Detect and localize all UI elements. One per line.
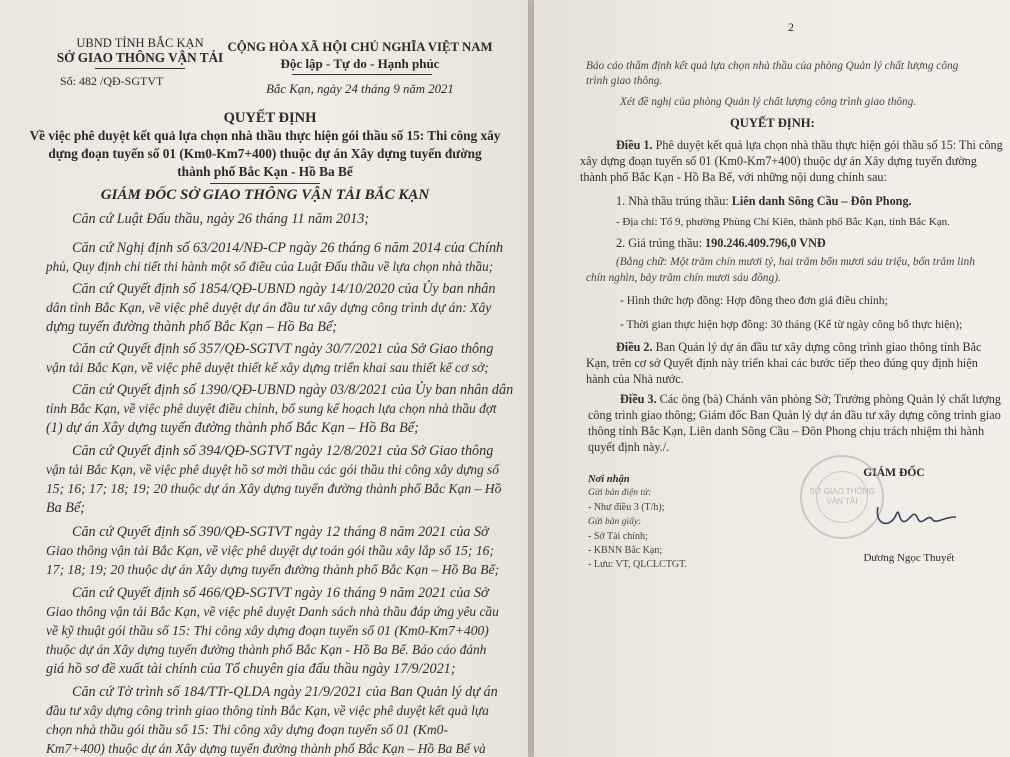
- body-line: Giao thông vận tải Bắc Kạn, về việc phê duyệt dự toán gói thầu xây lắp số 15; 16;: [46, 543, 494, 558]
- signer-title: GIÁM ĐỐC: [863, 466, 925, 479]
- recipient-item: - Như điều 3 (T/h);: [588, 502, 665, 513]
- article1-line: thành phố Bắc Kạn - Hồ Ba Bể, với những nội dung chính sau:: [580, 170, 887, 184]
- top-line: Báo cáo thẩm định kết quả lựa chọn nhà thầu của phòng Quản lý chất lượng công: [586, 60, 959, 72]
- recipients-title: Nơi nhận: [588, 474, 630, 485]
- top-line: Xét đề nghị của phòng Quản lý chất lượng công trình giao thông.: [620, 96, 917, 108]
- body-line: giá hồ sơ đề xuất tài chính của Tổ chuyên gia đấu thầu ngày 17/9/2021;: [46, 661, 456, 677]
- subject-line1: Về việc phê duyệt kết quả lựa chọn nhà thầu thực hiện gói thầu số 15: Thi công xây: [29, 128, 501, 143]
- issuer: GIÁM ĐỐC SỞ GIAO THÔNG VẬN TẢI BẮC KẠN: [100, 187, 430, 203]
- body-line: Căn cứ Nghị định số 63/2014/NĐ-CP ngày 26 tháng 6 năm 2014 của Chính: [72, 240, 504, 256]
- body-line: (1) dự án Xây dựng tuyến đường thành phố Bắc Kạn – Hồ Ba Bể;: [46, 420, 419, 436]
- article2-line: Ban Quản lý dự án đầu tư xây dựng công trình giao thông tỉnh Bắc: [652, 340, 982, 354]
- article3-line: quyết định này./.: [588, 440, 670, 454]
- body-line: 15; 16; 17; 18; 19; 20 thuộc dự án Xây dựng tuyến đường thành phố Bắc Kạn – Hồ: [46, 481, 502, 496]
- contract-form: - Hình thức hợp đồng: Hợp đồng theo đơn giá điều chỉnh;: [620, 294, 888, 307]
- body-line: về kỹ thuật gói thầu số 15: Thi công xây dựng đoạn tuyến số 01 (Km0-Km7+400): [46, 623, 489, 638]
- price-in-words: chín nghìn, bảy trăm chín mươi sáu đồng).: [586, 272, 781, 284]
- nation-title: CỘNG HÒA XÃ HỘI CHỦ NGHĨA VIỆT NAM: [227, 40, 493, 54]
- top-line: trình giao thông.: [586, 75, 663, 87]
- stamp-text: SỞ GIAO THÔNG VẬN TẢI: [809, 487, 875, 506]
- agency-line2: SỞ GIAO THÔNG VẬN TẢI: [56, 50, 224, 65]
- recipient-item: Gửi bản điện tử:: [588, 488, 652, 498]
- decide-title: QUYẾT ĐỊNH:: [730, 116, 815, 130]
- recipient-item: - Sở Tài chính;: [588, 531, 648, 542]
- body-line: đầu tư xây dựng công trình giao thông tỉnh Bắc Kạn, về việc phê duyệt kết quả lựa: [46, 703, 489, 718]
- motto: Độc lập - Tự do - Hạnh phúc: [280, 56, 440, 71]
- body-line: 17; 18; 19; 20 thuộc dự án Xây dựng tuyến đường thành phố Bắc Kạn – Hồ Ba Bể;: [46, 562, 500, 577]
- body-line: Ba Bể;: [46, 500, 85, 516]
- body-line: Giao thông vận tải Bắc Kạn, về việc phê duyệt Danh sách nhà thầu đáp ứng yêu cầu: [46, 604, 499, 619]
- subject-line2: dựng đoạn tuyến số 01 (Km0-Km7+400) thuộc dự án Xây dựng tuyến đường: [48, 146, 482, 161]
- signature-icon: [870, 495, 960, 535]
- signer-name: Dương Ngọc Thuyết: [863, 552, 955, 564]
- body-line: vận tải Bắc Kạn, về việc phê duyệt hồ sơ mời thầu các gói thầu thi công xây dựng số: [46, 462, 499, 477]
- article1-label: Điều 1.: [616, 138, 653, 152]
- doc-type: QUYẾT ĐỊNH: [223, 110, 317, 126]
- body-line: Căn cứ Quyết định số 1854/QĐ-UBND ngày 14/10/2020 của Ủy ban nhân: [72, 281, 496, 297]
- article1-line: xây dựng đoạn tuyến số 01 (Km0-Km7+400) thuộc dự án Xây dựng tuyến đường: [580, 154, 977, 168]
- body-line: Căn cứ Quyết định số 394/QĐ-SGTVT ngày 12/8/2021 của Sở Giao thông: [72, 443, 494, 459]
- body-line: Căn cứ Quyết định số 390/QĐ-SGTVT ngày 12 tháng 8 năm 2021 của Sở: [72, 524, 489, 540]
- body-line: thuộc dự án Xây dựng tuyến đường thành phố Bắc Kạn - Hồ Ba Bể. Báo cáo đánh: [46, 642, 487, 657]
- article1-line: Phê duyệt kết quả lựa chọn nhà thầu thực hiện gói thầu số 15: Thi công: [652, 138, 1003, 152]
- article3-line: thông tỉnh Bắc Kạn, Liên danh Sông Cầu – Đôn Phong chịu trách nhiệm thi hành: [588, 424, 985, 438]
- subject-line3: thành phố Bắc Kạn - Hồ Ba Bể: [177, 164, 353, 179]
- body-line: Căn cứ Luật Đấu thầu, ngày 26 tháng 11 năm 2013;: [72, 211, 370, 227]
- doc-number: Số: 482 /QĐ-SGTVT: [60, 74, 164, 88]
- right-page: [534, 0, 1010, 757]
- body-line: phủ, Quy định chi tiết thi hành một số điều của Luật Đấu thầu về lựa chọn nhà thầu;: [46, 259, 494, 274]
- article3-line: công trình giao thông; Giám đốc Ban Quản lý dự án đầu tư xây dựng công trình giao: [588, 408, 1001, 422]
- body-line: chọn nhà thầu gói thầu số 15: Thi công xây dựng đoạn tuyến số 01 (Km0-: [46, 722, 448, 737]
- body-line: dựng tuyến đường thành phố Bắc Kạn – Hồ Ba Bể;: [46, 319, 337, 335]
- body-line: Căn cứ Quyết định số 357/QĐ-SGTVT ngày 30/7/2021 của Sở Giao thông: [72, 341, 494, 357]
- price-label: 2. Giá trúng thầu:: [616, 236, 706, 250]
- body-line: vận tải Bắc Kạn, về việc phê duyệt thiết kế xây dựng triển khai sau thiết kế cơ sở;: [46, 360, 489, 375]
- article3-label: Điều 3.: [620, 392, 657, 406]
- winner-address: - Địa chỉ: Tổ 9, phường Phùng Chí Kiên, thành phố Bắc Kạn, tỉnh Bắc Kạn.: [616, 216, 950, 228]
- body-line: dân tỉnh Bắc Kạn, về việc phê duyệt dự án đầu tư xây dựng công trình dự án: Xây: [46, 300, 492, 315]
- article2-line: hành của Nhà nước.: [586, 372, 684, 386]
- agency-line1: UBND TỈNH BẮC KẠN: [76, 36, 204, 50]
- winner-name: Liên danh Sông Cầu – Đôn Phong.: [731, 194, 912, 208]
- page-number: 2: [788, 20, 794, 34]
- body-line: Căn cứ Tờ trình số 184/TTr-QLDA ngày 21/9/2021 của Ban Quản lý dự án: [72, 684, 498, 700]
- article3-line: Các ông (bà) Chánh văn phòng Sở; Trưởng phòng Quản lý chất lượng: [656, 392, 1001, 406]
- body-line: Căn cứ Quyết định số 466/QĐ-SGTVT ngày 16 tháng 9 năm 2021 của Sở: [72, 585, 489, 601]
- body-line: tỉnh Bắc Kạn, về việc phê duyệt điều chỉnh, bổ sung kế hoạch lựa chọn nhà thầu đợt: [46, 401, 497, 416]
- price-in-words: (Bằng chữ: Một trăm chín mươi tỷ, hai trăm bốn mươi sáu triệu, bốn trăm linh: [616, 256, 975, 268]
- winner-label: 1. Nhà thầu trúng thầu:: [616, 194, 732, 208]
- body-line: Căn cứ Quyết định số 1390/QĐ-UBND ngày 03/8/2021 của Ủy ban nhân dân: [72, 382, 514, 398]
- recipient-item: - Lưu: VT, QLCLCTGT.: [588, 559, 688, 570]
- recipient-item: - KBNN Bắc Kạn;: [588, 545, 663, 556]
- body-line: Km7+400) thuộc dự án Xây dựng tuyến đường thành phố Bắc Kạn – Hồ Ba Bể và: [46, 741, 486, 756]
- price-value: 190.246.409.796,0 VNĐ: [705, 236, 826, 250]
- place-date: Bắc Kạn, ngày 24 tháng 9 năm 2021: [266, 82, 454, 96]
- contract-time: - Thời gian thực hiện hợp đồng: 30 tháng (Kể từ ngày công bố thực hiện);: [620, 318, 963, 331]
- recipient-item: Gửi bản giấy:: [588, 517, 642, 527]
- article2-line: Kạn, trên cơ sở Quyết định này triển khai các bước tiếp theo đúng quy định hiện: [586, 356, 978, 370]
- article2-label: Điều 2.: [616, 340, 653, 354]
